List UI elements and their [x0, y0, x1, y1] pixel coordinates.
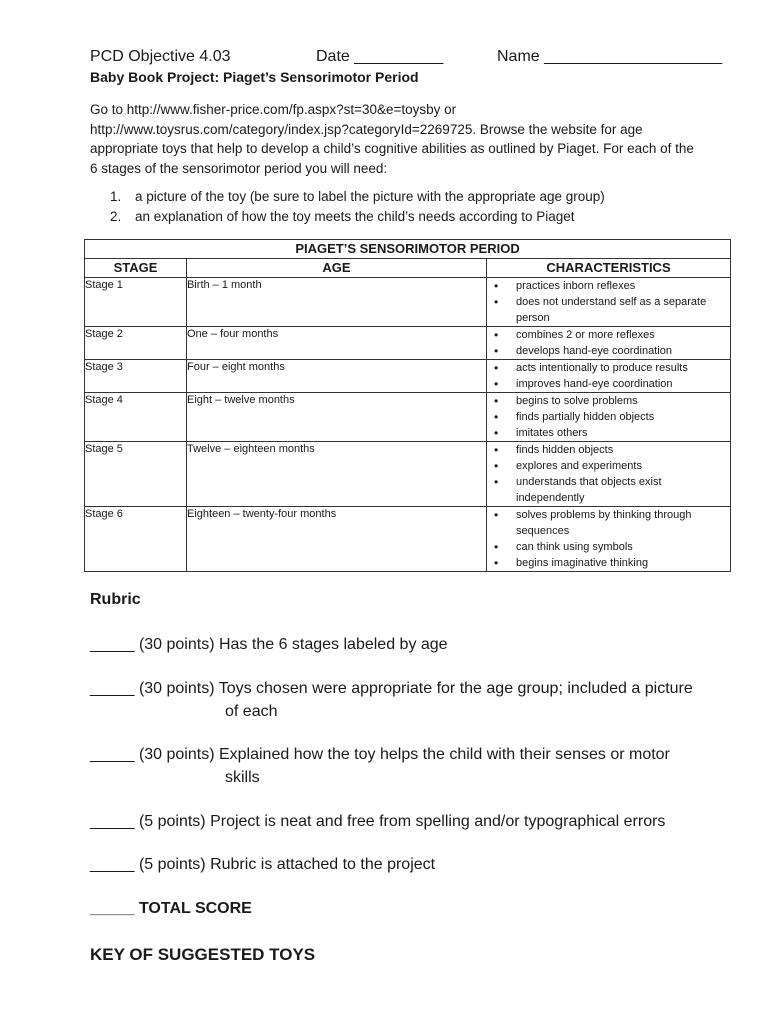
rubric-item-text: _____ (5 points) Rubric is attached to the project: [90, 856, 436, 873]
characteristic-item: • finds partially hidden objects: [487, 409, 730, 425]
table-row: [85, 393, 731, 442]
column-header-stage: STAGE: [85, 259, 187, 278]
rubric-item: [90, 677, 693, 723]
characteristics-cell: [487, 278, 731, 327]
rubric-item-continuation: of each: [225, 703, 278, 720]
characteristics-cell: [487, 360, 731, 393]
total-score: _____ TOTAL SCORE: [90, 900, 252, 917]
requirement-item: [110, 207, 605, 227]
characteristic-item: • begins imaginative thinking: [487, 555, 730, 571]
column-header-characteristics: CHARACTERISTICS: [487, 259, 731, 278]
table-row: [85, 507, 731, 572]
age-cell: Twelve – eighteen months: [187, 442, 487, 507]
table-row: [85, 327, 731, 360]
characteristic-item: • does not understand self as a separate person: [487, 294, 730, 326]
intro-paragraph: [90, 100, 730, 178]
characteristic-item: • combines 2 or more reflexes: [487, 327, 730, 343]
table-title: PIAGET’S SENSORIMOTOR PERIOD: [85, 240, 731, 259]
requirement-item: [110, 187, 605, 207]
characteristic-item: • can think using symbols: [487, 539, 730, 555]
characteristic-item: • finds hidden objects: [487, 442, 730, 458]
stage-cell: Stage 1: [85, 278, 187, 327]
age-cell: Birth – 1 month: [187, 278, 487, 327]
characteristic-item: • imitates others: [487, 425, 730, 441]
header-line: [90, 48, 730, 70]
requirement-number: 1.: [110, 189, 122, 204]
stage-cell: Stage 2: [85, 327, 187, 360]
rubric-item-text: _____ (30 points) Has the 6 stages labeled by age: [90, 636, 448, 653]
age-cell: Eighteen – twenty-four months: [187, 507, 487, 572]
rubric-item-text: _____ (5 points) Project is neat and free from spelling and/or typographical errors: [90, 813, 666, 830]
characteristics-cell: [487, 393, 731, 442]
intro-line: http://www.toysrus.com/category/index.jsp?categoryId=2269725. Browse the website for age: [90, 121, 643, 137]
characteristic-item: • begins to solve problems: [487, 393, 730, 409]
rubric-item-continuation: skills: [225, 769, 260, 786]
characteristic-item: • improves hand-eye coordination: [487, 376, 730, 392]
rubric-item: [90, 743, 670, 789]
project-title: Baby Book Project: Piaget’s Sensorimotor Period: [90, 69, 419, 85]
table-header-row: [85, 259, 731, 278]
intro-line: Go to http://www.fisher-price.com/fp.aspx?st=30&e=toysby or: [90, 102, 457, 117]
piaget-table: [84, 239, 731, 572]
table-row: [85, 360, 731, 393]
characteristics-cell: [487, 327, 731, 360]
table-row: [85, 442, 731, 507]
requirement-number: 2.: [110, 209, 122, 224]
requirement-text: an explanation of how the toy meets the child’s needs according to Piaget: [135, 209, 575, 224]
characteristic-item: • acts intentionally to produce results: [487, 360, 730, 376]
characteristic-item: • solves problems by thinking through sequences: [487, 507, 730, 539]
stage-cell: Stage 3: [85, 360, 187, 393]
name-field: Name ____________________: [497, 48, 723, 65]
objective-label: PCD Objective 4.03: [90, 48, 231, 65]
characteristic-item: • develops hand-eye coordination: [487, 343, 730, 359]
characteristics-cell: [487, 507, 731, 572]
intro-line: appropriate toys that help to develop a child’s cognitive abilities as outlined by Piaget. For each of the: [90, 141, 694, 156]
requirement-text: a picture of the toy (be sure to label the picture with the appropriate age group): [135, 189, 605, 204]
rubric-item: [90, 853, 435, 876]
stage-cell: Stage 6: [85, 507, 187, 572]
date-field: Date __________: [316, 48, 444, 65]
rubric-item-text: _____ (30 points) Explained how the toy helps the child with their senses or motor: [90, 746, 670, 763]
table-row: [85, 278, 731, 327]
stage-cell: Stage 5: [85, 442, 187, 507]
rubric-item: [90, 633, 448, 656]
characteristic-item: • understands that objects exist independently: [487, 474, 730, 506]
rubric-item: [90, 810, 665, 833]
stage-cell: Stage 4: [85, 393, 187, 442]
age-cell: Eight – twelve months: [187, 393, 487, 442]
age-cell: Four – eight months: [187, 360, 487, 393]
key-heading: KEY OF SUGGESTED TOYS: [90, 945, 316, 964]
intro-line: 6 stages of the sensorimotor period you will need:: [90, 160, 388, 176]
requirements-list: [110, 187, 605, 227]
characteristics-cell: [487, 442, 731, 507]
characteristic-item: • practices inborn reflexes: [487, 278, 730, 294]
column-header-age: AGE: [187, 259, 487, 278]
age-cell: One – four months: [187, 327, 487, 360]
rubric-heading: Rubric: [90, 591, 141, 608]
rubric-item-text: _____ (30 points) Toys chosen were appropriate for the age group; included a picture: [90, 680, 693, 697]
characteristic-item: • explores and experiments: [487, 458, 730, 474]
